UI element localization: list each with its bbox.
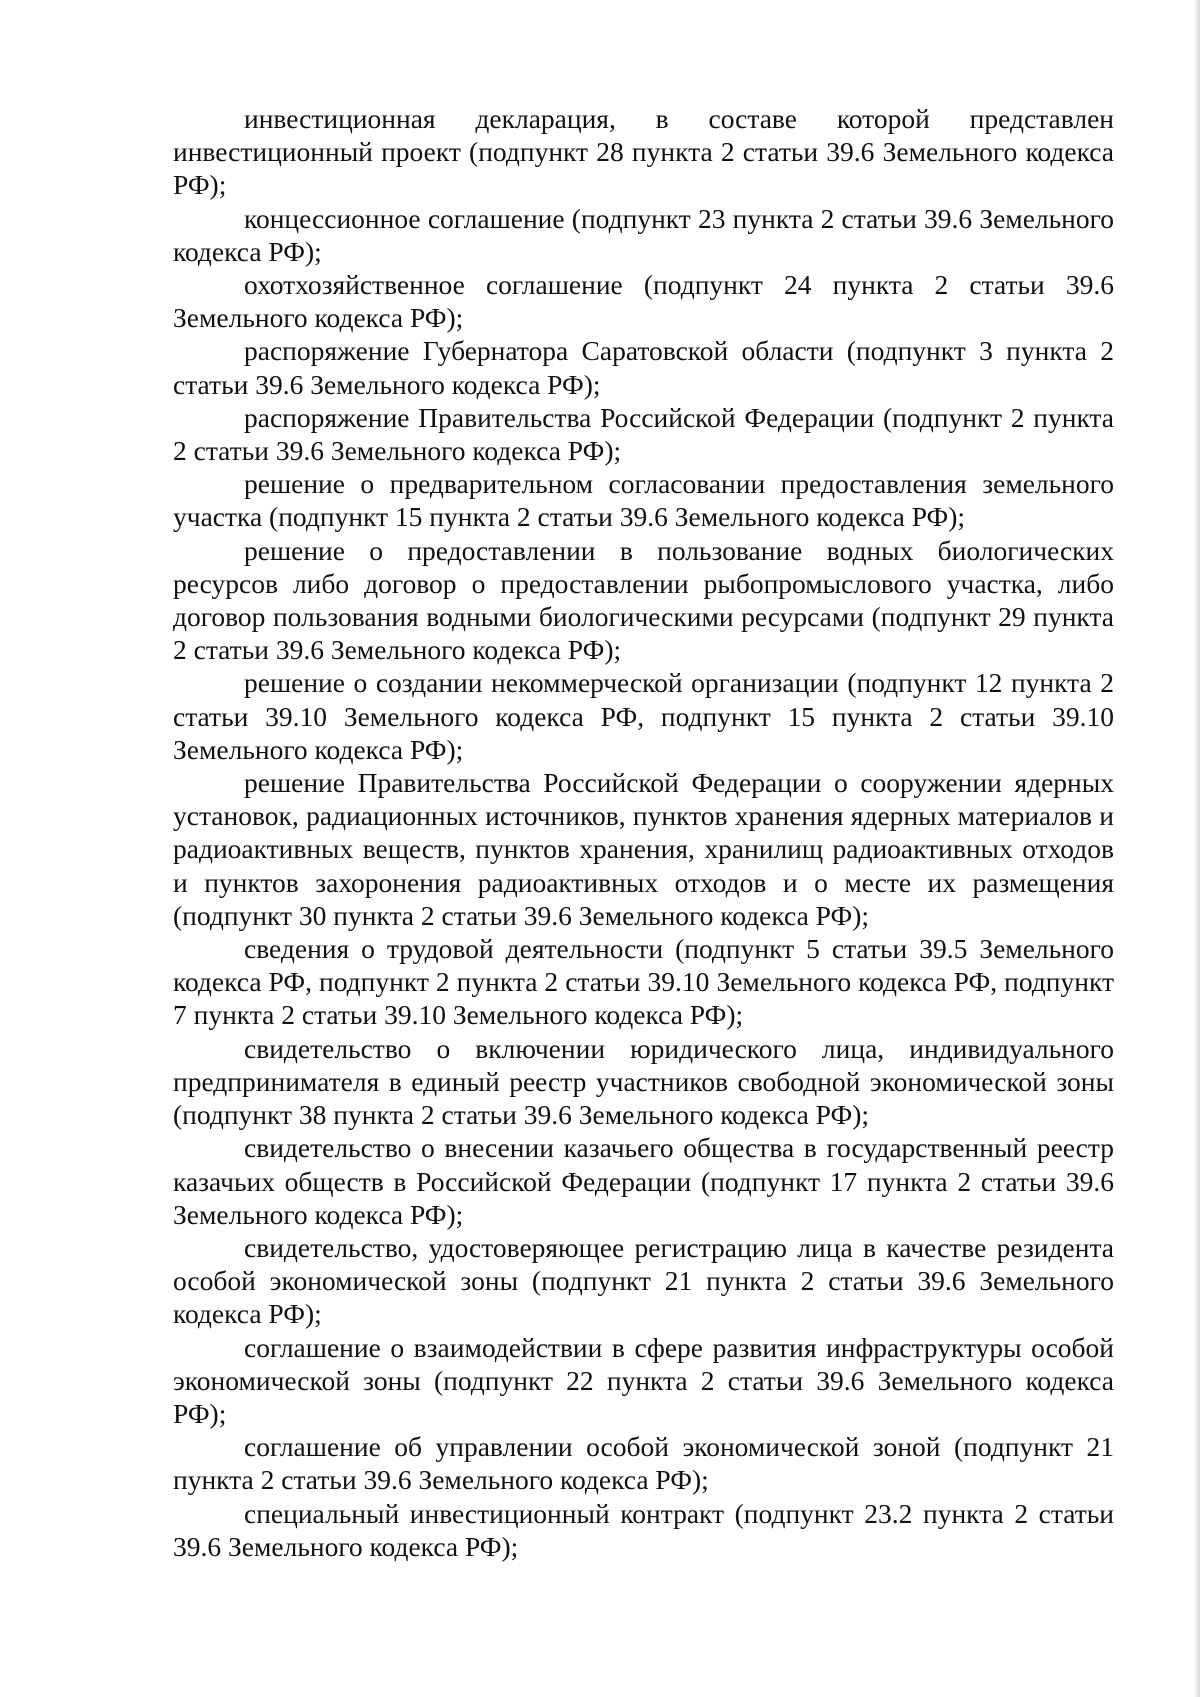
paragraph-special-investment-contract: специальный инвестиционный контракт (подпункт 23.2 пункта 2 статьи 39.6 Земельного кодекса РФ); bbox=[173, 1497, 1114, 1562]
paragraph-sez-resident: свидетельство, удостоверяющее регистрацию лица в качестве резидента особой экономической зоны (подпункт 21 пункта 2 статьи 39.6 Земельного кодекса РФ); bbox=[173, 1231, 1114, 1330]
paragraph-free-economic-zone: свидетельство о включении юридического лица, индивидуального предпринимателя в единый реестр участников свободной экономической зоны (подпункт 38 пункта 2 статьи 39.6 Земельного кодекса РФ); bbox=[173, 1032, 1114, 1131]
paragraph-nonprofit-creation: решение о создании некоммерческой организации (подпункт 12 пункта 2 статьи 39.10 Земельного кодекса РФ, подпункт 15 пункта 2 статьи 39.10 Земельного кодекса РФ); bbox=[173, 667, 1114, 765]
paragraph-aquatic-resources: решение о предоставлении в пользование водных биологических ресурсов либо договор о предоставлении рыбопромыслового участка, либо договор пользования водными биологическими ресурсами (подпункт 29 пункта 2 статьи 39.6 Земельного кодекса РФ); bbox=[173, 534, 1114, 666]
page-edge-shadow bbox=[1194, 0, 1200, 1697]
paragraph-government-order: распоряжение Правительства Российской Федерации (подпункт 2 пункта 2 статьи 39.6 Земельного кодекса РФ); bbox=[173, 401, 1114, 467]
paragraph-employment-records: сведения о трудовой деятельности (подпункт 5 статьи 39.5 Земельного кодекса РФ, подпункт 2 пункта 2 статьи 39.10 Земельного кодекса РФ, подпункт 7 пункта 2 статьи 39.10 Земельного кодекса РФ); bbox=[173, 933, 1114, 1031]
paragraph-preliminary-approval: решение о предварительном согласовании предоставления земельного участка (подпункт 15 пункта 2 статьи 39.6 Земельного кодекса РФ); bbox=[173, 468, 1114, 533]
paragraph-hunting-agreement: охотхозяйственное соглашение (подпункт 24 пункта 2 статьи 39.6 Земельного кодекса РФ); bbox=[173, 269, 1114, 334]
paragraph-investment-declaration: инвестиционная декларация, в составе которой представлен инвестиционный проект (подпункт 28 пункта 2 статьи 39.6 Земельного кодекса РФ); bbox=[173, 103, 1114, 201]
paragraph-sez-management: соглашение об управлении особой экономической зоной (подпункт 21 пункта 2 статьи 39.6 Земельного кодекса РФ); bbox=[173, 1431, 1114, 1496]
paragraph-nuclear-installations: решение Правительства Российской Федерации о сооружении ядерных установок, радиационных источников, пунктов хранения ядерных материалов и радиоактивных веществ, пунктов хранения, хранилищ радиоактивных отходов и пунктов захоронения радиоактивных отходов и о месте их размещения (подпункт 30 пункта 2 статьи 39.6 Земельного кодекса РФ); bbox=[173, 767, 1114, 931]
paragraph-governor-order: распоряжение Губернатора Саратовской области (подпункт 3 пункта 2 статьи 39.6 Земельного кодекса РФ); bbox=[173, 335, 1114, 400]
document-body bbox=[173, 102, 1114, 1563]
paragraph-cossack-society: свидетельство о внесении казачьего общества в государственный реестр казачьих обществ в Российской Федерации (подпункт 17 пункта 2 статьи 39.6 Земельного кодекса РФ); bbox=[173, 1132, 1114, 1230]
paragraph-concession-agreement: концессионное соглашение (подпункт 23 пункта 2 статьи 39.6 Земельного кодекса РФ); bbox=[173, 202, 1114, 267]
paragraph-sez-infrastructure: соглашение о взаимодействии в сфере развития инфраструктуры особой экономической зоны (подпункт 22 пункта 2 статьи 39.6 Земельного кодекса РФ); bbox=[173, 1331, 1114, 1429]
